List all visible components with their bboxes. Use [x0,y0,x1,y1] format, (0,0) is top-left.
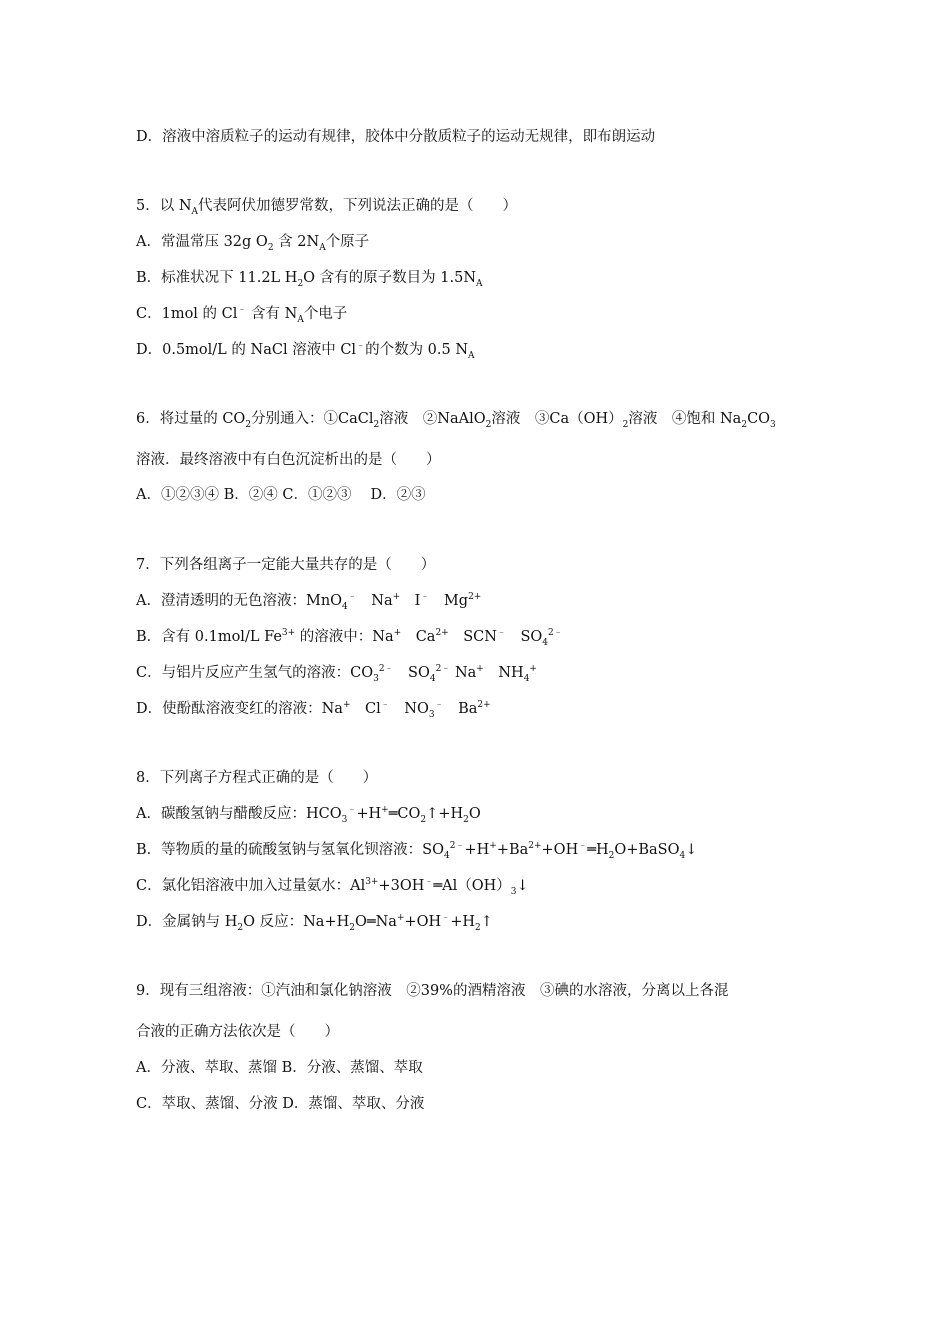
question-7-option-c: C．与铝片反应产生氢气的溶液：$CO_3^{2﹣}$ $SO_4^{2﹣}$ Na+ $NH_4^+$ [136,664,537,684]
question-9-options-ab: A．分液、萃取、蒸馏 B．分液、蒸馏、萃取 [136,1060,423,1076]
question-5-option-a: A．常温常压 32g $O_2$ 含 $2N_A$个原子 [136,234,370,253]
question-6-options: A．①②③④ B．②④ C．①②③ D．②③ [136,487,426,503]
question-7-option-a: A．澄清透明的无色溶液：MnO$_4$﹣ Na+ I﹣ $Mg^{2+}$ [136,592,482,612]
question-8-stem: 8．下列离子方程式正确的是（ ） [136,770,378,786]
question-8-option-a: A．碳酸氢钠与醋酸反应：$HCO_3^﹣+H^+═CO_2↑+H_2O$ [136,805,481,825]
question-7-option-d: D．使酚酞溶液变红的溶液：Na+ Cl﹣ $NO_3^﹣$ $Ba^{2+}$ [136,700,491,720]
question-5-option-c: C．1mol 的 Cl﹣ 含有 $N_A$个电子 [136,305,348,325]
question-5-option-d: D．0.5mol/L 的 NaCl 溶液中 Cl﹣的个数为 0.5 $N_A$ [136,341,475,361]
question-8-option-b: B．等物质的量的硫酸氢钠与氢氧化钡溶液：$SO_4^{2﹣}+H^++Ba^{2+}+OH^﹣═H_2O+BaSO_4↓$ [136,841,698,861]
question-6-stem-line2: 溶液．最终溶液中有白色沉淀析出的是（ ） [136,452,441,468]
question-9-options-cd: C．萃取、蒸馏、分液 D．蒸馏、萃取、分液 [136,1096,425,1112]
question-7-option-b: B．含有 0.1mol/L $Fe^{3+}$ 的溶液中：Na+ $Ca^{2+}$ SCN﹣ $SO_4^{2﹣}$ [136,628,563,648]
question-8-option-c: C．氯化铝溶液中加入过量氨水：$Al^{3+}+3OH^﹣═Al(OH)_3↓$ [136,877,529,897]
question-8-option-d: D．金属钠与 $H_2O$ 反应：$Na+H_2O═Na^++OH^﹣+H_2↑$ [136,913,493,933]
question-9-stem-line1: 9．现有三组溶液：①汽油和氯化钠溶液 ②39%的酒精溶液 ③碘的水溶液，分离以上各混 [136,983,729,999]
question-4-option-d: D．溶液中溶质粒子的运动有规律，胶体中分散质粒子的运动无规律，即布朗运动 [136,129,656,145]
question-5-option-b: B．标准状况下 11.2L $H_2O$ 含有的原子数目为 $1.5N_A$ [136,270,483,289]
question-9-stem-line2: 合液的正确方法依次是（ ） [136,1024,339,1040]
question-7-stem: 7．下列各组离子一定能大量共存的是（ ） [136,557,436,573]
question-6-stem-line1: 6．将过量的 $CO_2$分别通入：①CaCl$_2$溶液 ②NaAlO$_2$溶液 $③Ca(OH)_2$溶液 ④饱和 $Na_2CO_3$ [136,411,776,430]
question-5-stem: 5．以 $N_A$代表阿伏加德罗常数，下列说法正确的是（ ） [136,198,518,217]
